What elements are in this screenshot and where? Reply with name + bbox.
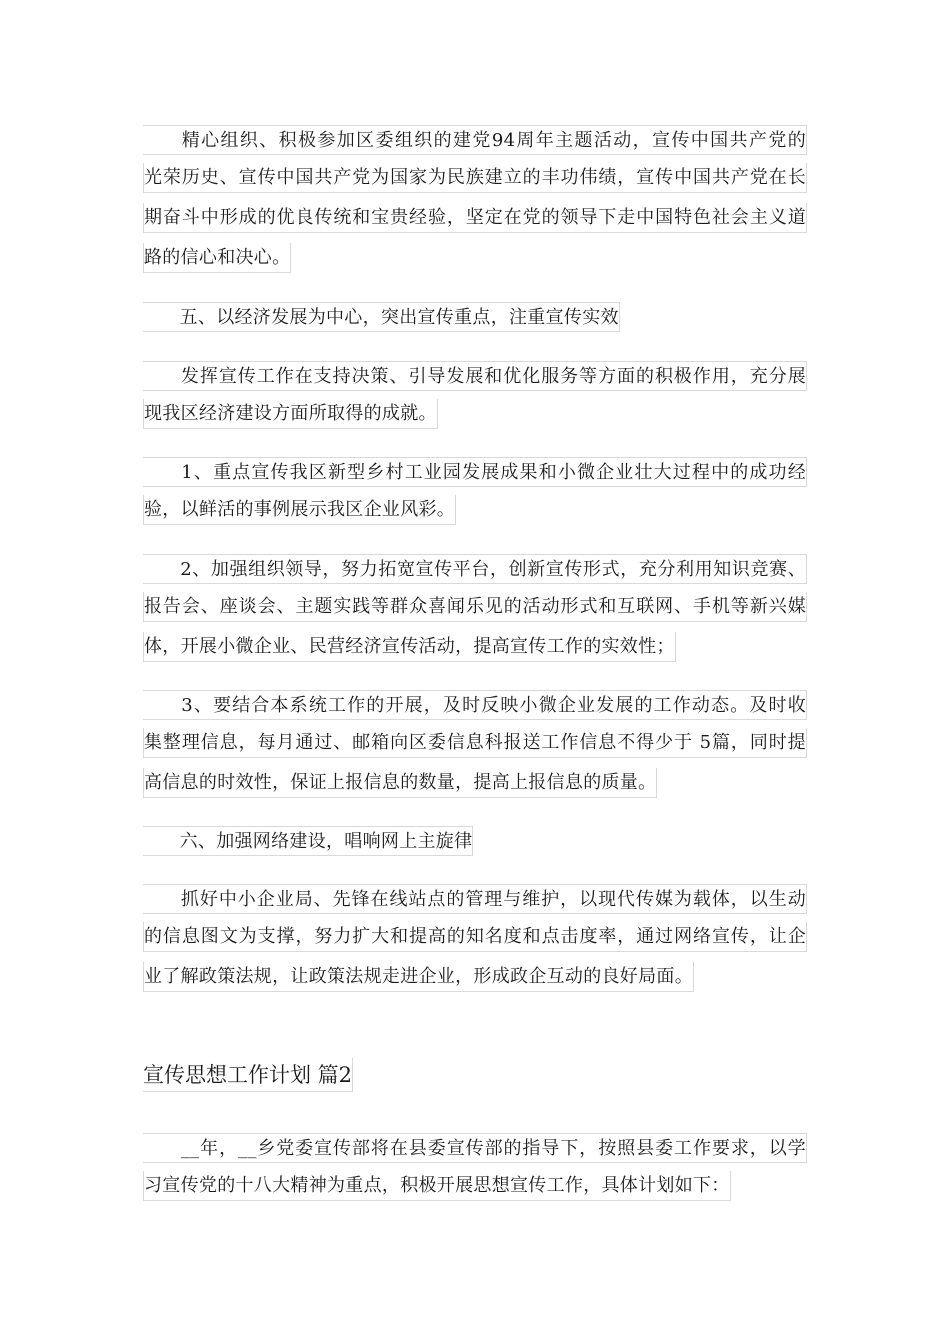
paragraph-line: 现我区经济建设方面所取得的成就。 xyxy=(143,399,438,429)
paragraph-line: 习宣传党的十八大精神为重点，积极开展思想宣传工作，具体计划如下： xyxy=(143,1171,731,1201)
section-subheading: 五、以经济发展为中心，突出宣传重点，注重宣传实效 xyxy=(143,302,620,332)
section-subheading: 六、加强网络建设，唱响网上主旋律 xyxy=(143,826,473,856)
paragraph-line: 验，以鲜活的事例展示我区企业风彩。 xyxy=(143,495,456,525)
paragraph-line: 抓好中小企业局、先锋在线站点的管理与维护，以现代传媒为载体，以生动 xyxy=(143,884,807,914)
paragraph-line: 期奋斗中形成的优良传统和宝贵经验，坚定在党的领导下走中国特色社会主义道 xyxy=(143,203,807,233)
paragraph-line: 3、要结合本系统工作的开展，及时反映小微企业发展的工作动态。及时收 xyxy=(143,690,807,720)
paragraph-line: 集整理信息，每月通过、邮箱向区委信息科报送工作信息不得少于 5篇，同时提 xyxy=(143,728,807,758)
paragraph-line: __年，__乡党委宣传部将在县委宣传部的指导下，按照县委工作要求，以学 xyxy=(143,1133,807,1163)
paragraph-line: 2、加强组织领导，努力拓宽宣传平台，创新宣传形式，充分利用知识竞赛、 xyxy=(143,554,807,584)
paragraph-line: 路的信心和决心。 xyxy=(143,243,291,273)
paragraph-line: 发挥宣传工作在支持决策、引导发展和优化服务等方面的积极作用，充分展 xyxy=(143,361,807,391)
paragraph-line: 1、重点宣传我区新型乡村工业园发展成果和小微企业壮大过程中的成功经 xyxy=(143,457,807,487)
paragraph-line: 业了解政策法规，让政策法规走进企业，形成政企互动的良好局面。 xyxy=(143,962,694,992)
paragraph-line: 高信息的时效性，保证上报信息的数量，提高上报信息的质量。 xyxy=(143,768,657,798)
paragraph-line: 精心组织、积极参加区委组织的建党94周年主题活动，宣传中国共产党的 xyxy=(143,125,807,155)
paragraph-line: 光荣历史、宣传中国共产党为国家为民族建立的丰功伟绩，宣传中国共产党在长 xyxy=(143,163,807,193)
paragraph-line: 的信息图文为支撑，努力扩大和提高的知名度和点击度率，通过网络宣传，让企 xyxy=(143,922,807,952)
section-title: 宣传思想工作计划 篇2 xyxy=(143,1058,353,1092)
paragraph-line: 体，开展小微企业、民营经济宣传活动，提高宣传工作的实效性； xyxy=(143,632,676,662)
paragraph-line: 报告会、座谈会、主题实践等群众喜闻乐见的活动形式和互联网、手机等新兴媒 xyxy=(143,592,807,622)
